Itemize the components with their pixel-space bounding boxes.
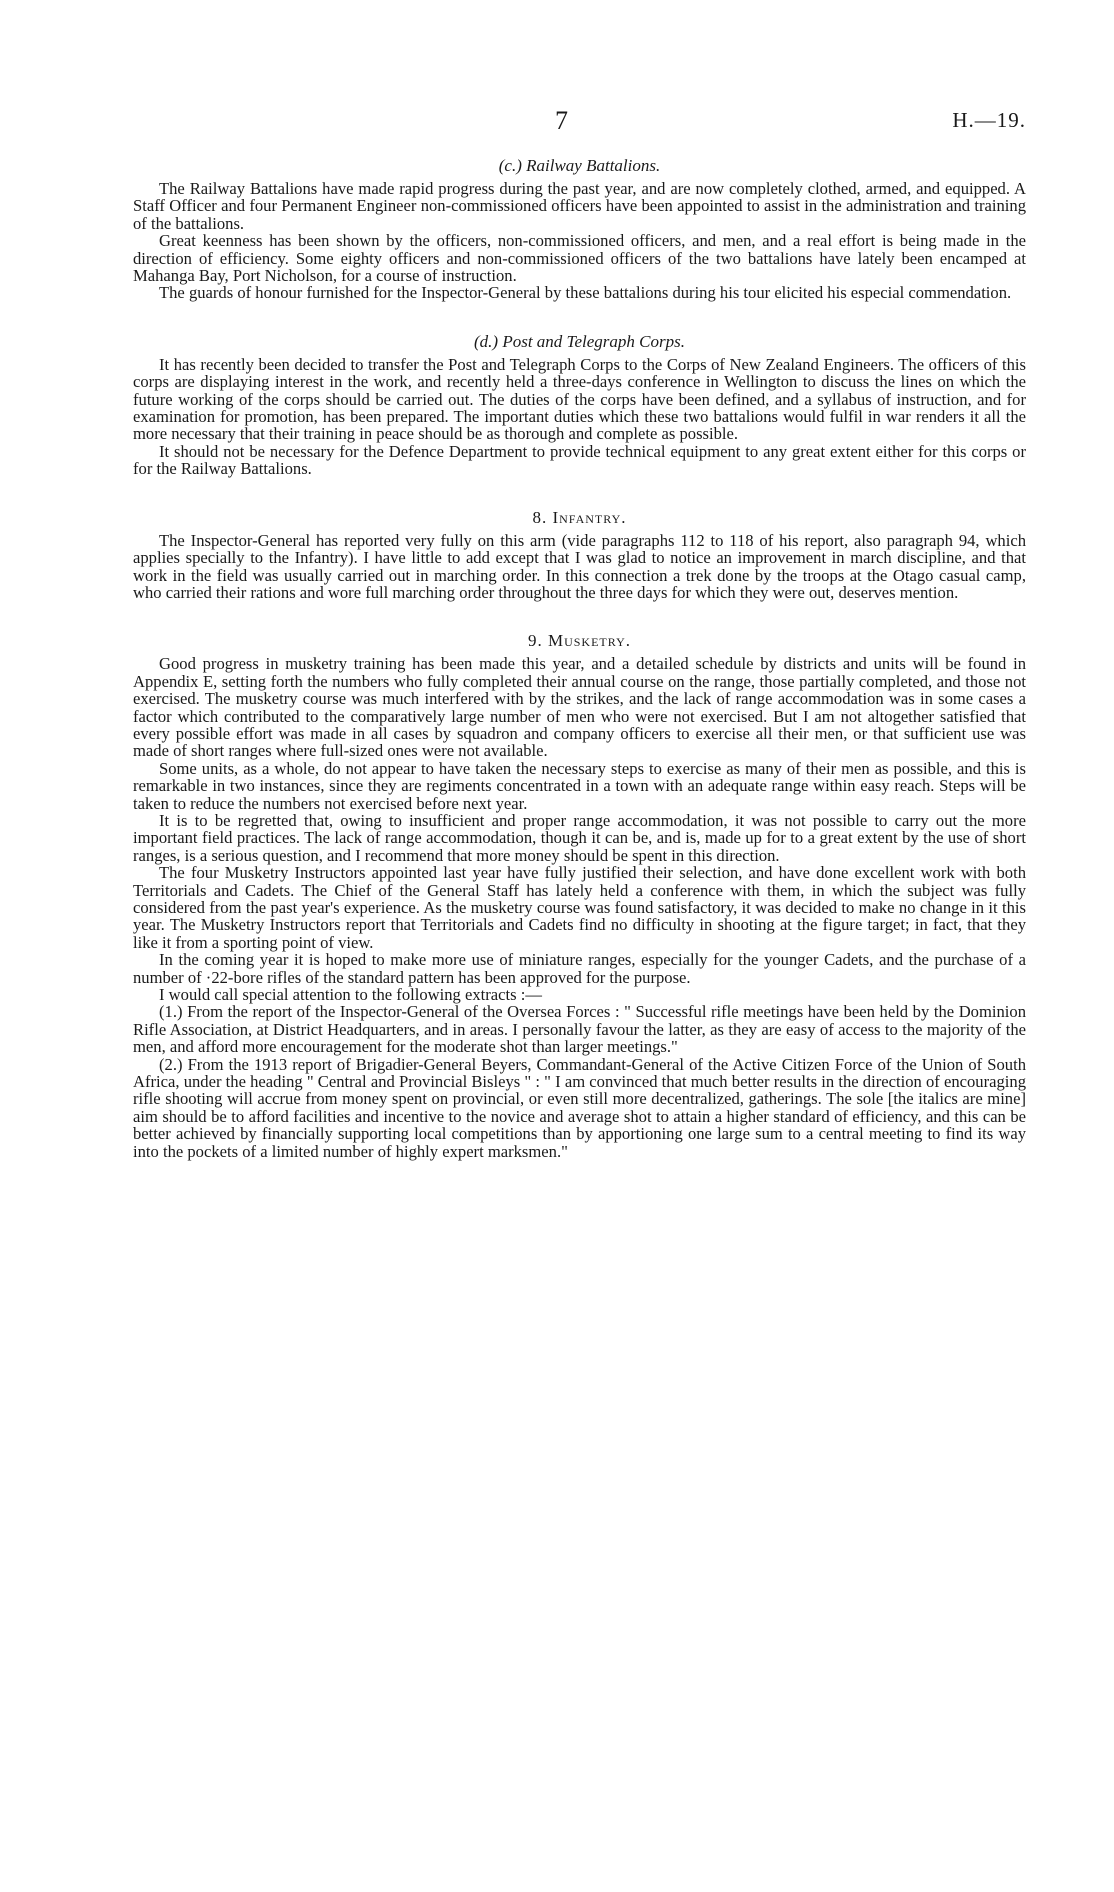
paragraph: Good progress in musketry training has been made this year, and a detailed schedule by districts and units will be found in Appendix E, setting forth the numbers who fully completed their annual course on the range, those partially completed, and those not exercised. The musketry course was much interfered with by the strikes, and the lack of range accommodation was in some cases a factor which contributed to the comparatively large number of men who were not exercised. But I am not altogether satisfied that every possible effort was made in all cases by squadron and company officers to exercise all their men, or that sufficient use was made of short ranges where full-sized ones were not available. [133, 654, 1026, 761]
section-heading: (c.) Railway Battalions. [498, 156, 661, 175]
paragraph: The Inspector-General has reported very fully on this arm (vide paragraphs 112 to 118 of his report, also paragraph 94, which applies specially to the Infantry). I have little to add except that I was glad to notice an improvement in march discipline, and that work in the field was usually carried out in marching order. In this connection a trek done by the troops at the Otago casual camp, who carried their rations and wore full marching order throughout the three days for which they were out, deserves mention. [133, 530, 1026, 602]
paragraph: Great keenness has been shown by the officers, non-commissioned officers, and men, and a real effort is being made in the direction of efficiency. Some eighty officers and non-commissioned officers of the two battalions have lately been encamped at Mahanga Bay, Port Nicholson, for a course of instruction. [133, 231, 1026, 286]
section-infantry [133, 508, 1026, 602]
page-header [133, 108, 1026, 142]
paragraph: (2.) From the 1913 report of Brigadier-General Beyers, Commandant-General of the Active Citizen Force of the Union of South Africa, under the heading " Central and Provincial Bisleys " : " I am convinced that much better results in the direction of encouraging rifle shooting will accrue from money spent on provincial, or even still more decentralized, gatherings. The sole [the italics are mine] aim should be to afford facilities and incentive to the novice and average shot to attain a higher standard of efficiency, and this can be better achieved by financially supporting local competitions than by apportioning one large sum to a central meeting to find its way into the pockets of a limited number of highly expert marksmen." [133, 1054, 1026, 1161]
paragraph: It is to be regretted that, owing to insufficient and proper range accommodation, it was not possible to carry out the more important field practices. The lack of range accommodation, though it can be, and is, made up for to a great extent by the use of short ranges, is a serious question, and I recommend that more money should be spent in this direction. [133, 810, 1026, 865]
page-number: 7 [555, 106, 568, 135]
paragraph: The four Musketry Instructors appointed last year have fully justified their selection, and have done excellent work with both Territorials and Cadets. The Chief of the General Staff has lately held a conference with them, in which the subject was fully considered from the past year's experience. As the musketry course was found satisfactory, it was decided to make no change in it this year. The Musketry Instructors report that Territorials and Cadets find no difficulty in shooting at the figure target; in fact, that they like it from a sporting point of view. [133, 863, 1026, 952]
section-musketry [133, 631, 1026, 1160]
paragraph: It should not be necessary for the Defence Department to provide technical equipment to any great extent either for this corps or for the Railway Battalions. [133, 441, 1026, 479]
paragraph: It has recently been decided to transfer the Post and Telegraph Corps to the Corps of New Zealand Engineers. The officers of this corps are displaying interest in the work, and recently held a three-days conference in Wellington to discuss the lines on which the future working of the corps should be carried out. The duties of the corps have been defined, and a syllabus of instruction, and for examination for promotion, has been prepared. The important duties which these two battalions would fulfil in war renders it all the more necessary that their training in peace should be as thorough and complete as possible. [133, 354, 1026, 444]
paragraph: The Railway Battalions have made rapid progress during the past year, and are now completely clothed, armed, and equipped. A Staff Officer and four Permanent Engineer non-commissioned officers have been appointed to assist in the administration and training of the battalions. [133, 179, 1026, 233]
section-heading: 9. Musketry. [527, 631, 632, 651]
paragraph: The guards of honour furnished for the Inspector-General by these battalions during his tour elicited his especial commendation. [159, 283, 1012, 303]
section-railway-battalions [133, 156, 1026, 302]
section-heading: (d.) Post and Telegraph Corps. [474, 331, 685, 351]
section-heading: 8. Infantry. [532, 507, 627, 527]
paragraph: I would call special attention to the following extracts :— [159, 985, 542, 1005]
section-post-telegraph-corps [133, 332, 1026, 478]
page-reference: H.—19. [952, 108, 1026, 132]
paragraph: (1.) From the report of the Inspector-General of the Oversea Forces : " Successful rifle meetings have been held by the Dominion Rifle Association, at District Headquarters, and in areas. I personally favour the latter, as they are easy of access to the majority of the men, and afford more encouragement for the moderate shot than larger meetings." [133, 1002, 1026, 1057]
paragraph: Some units, as a whole, do not appear to have taken the necessary steps to exercise as many of their men as possible, and this is remarkable in two instances, since they are regiments concentrated in a town with an adequate range within easy reach. Steps will be taken to reduce the numbers not exercised before next year. [133, 758, 1026, 813]
paragraph: In the coming year it is hoped to make more use of miniature ranges, especially for the younger Cadets, and the purchase of a number of ·22-bore rifles of the standard pattern has been approved for the purpose. [133, 950, 1026, 987]
